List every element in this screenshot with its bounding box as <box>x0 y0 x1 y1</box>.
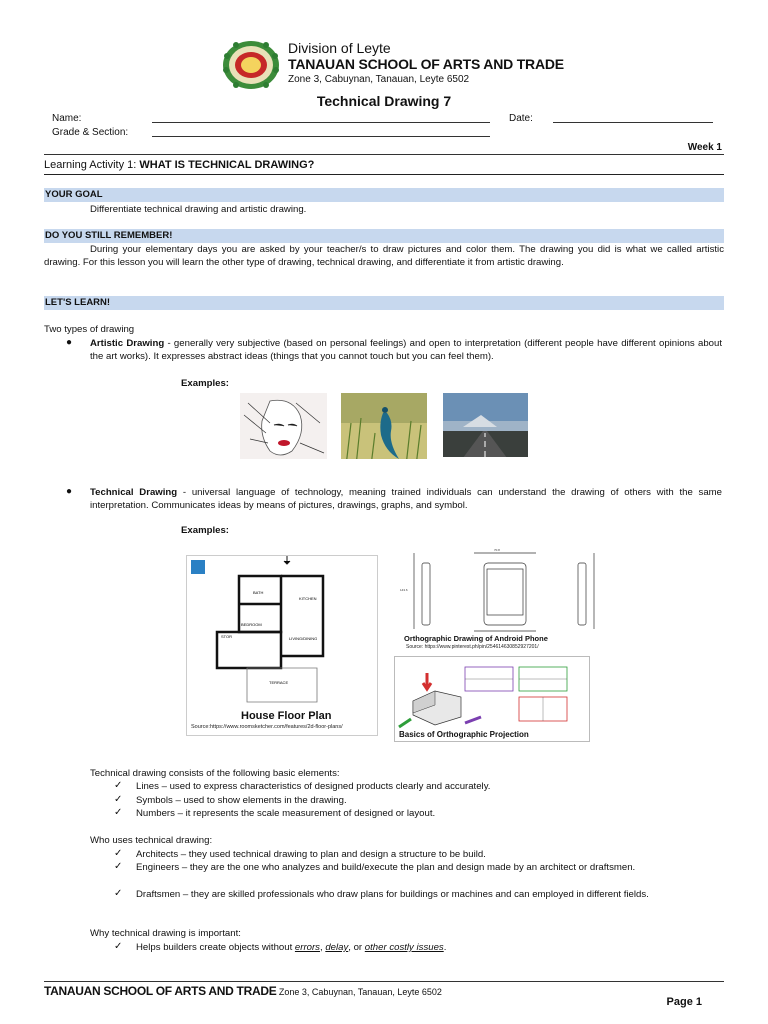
division-name: Division of Leyte <box>288 40 391 56</box>
footer-school <box>44 984 442 998</box>
importance-intro: Why technical drawing is important: <box>90 928 241 939</box>
importance-errors: errors <box>294 942 320 953</box>
technical-drawing-definition <box>90 486 722 513</box>
technical-examples-label: Examples: <box>181 525 229 536</box>
divider <box>44 154 724 155</box>
artistic-examples-label: Examples: <box>181 378 229 389</box>
users-intro: Who uses technical drawing: <box>90 835 213 846</box>
remember-text: During your elementary days you are asked by your teacher/s to draw pictures and color them. The drawing you did is what we called artistic drawing. For this lesson you will learn the other type of drawing, technical drawing, and differentiate it from artistic drawing. <box>44 244 724 269</box>
elements-intro: Technical drawing consists of the following basic elements: <box>90 768 340 779</box>
plan-label-living: LIVING/DINING <box>289 636 318 641</box>
svg-text:143.6: 143.6 <box>400 588 408 592</box>
ortho-phone-source: Source: https://www.pinterest.ph/pin/254614630852927201/ <box>406 644 539 650</box>
check-icon: ✓ <box>114 807 123 818</box>
peacock-photo-image <box>341 393 427 466</box>
importance-sep: , or <box>348 942 365 953</box>
goal-section-header: YOUR GOAL <box>44 188 724 202</box>
artistic-term: Artistic Drawing <box>90 338 165 349</box>
floor-plan-source: Source:https://www.roomsketcher.com/features/2d-floor-plans/ <box>191 724 343 730</box>
user-item-architects: Architects – they used technical drawing to plan and design a structure to be build. <box>136 849 486 860</box>
remember-section-header: DO YOU STILL REMEMBER! <box>44 229 724 243</box>
goal-text: Differentiate technical drawing and artistic drawing. <box>90 204 307 215</box>
element-item-symbols: Symbols – used to show elements in the drawing. <box>136 795 347 806</box>
school-address: Zone 3, Cabuynan, Tanauan, Leyte 6502 <box>288 74 470 85</box>
orthographic-projection-image <box>394 656 590 742</box>
activity-prefix: Learning Activity 1: <box>44 159 140 171</box>
date-field[interactable] <box>553 122 713 123</box>
user-item-engineers: Engineers – they are the one who analyzes and build/execute the plan and design made by an architect or draftsmen. <box>136 862 636 873</box>
footer-divider <box>44 981 724 982</box>
importance-sep: , <box>319 942 326 953</box>
orthographic-phone-image <box>394 541 616 653</box>
school-seal-logo <box>222 40 280 90</box>
date-label: Date: <box>509 113 533 124</box>
house-floor-plan-image <box>186 555 378 736</box>
check-icon: ✓ <box>114 861 123 872</box>
bullet-icon: ● <box>66 486 73 497</box>
check-icon: ✓ <box>114 848 123 859</box>
importance-lead: Helps builders create objects without <box>136 942 295 953</box>
bullet-icon: ● <box>66 337 73 348</box>
school-name: TANAUAN SCHOOL OF ARTS AND TRADE <box>288 56 564 72</box>
page-number: Page 1 <box>666 996 702 1008</box>
check-icon: ✓ <box>114 794 123 805</box>
drawing-types-intro: Two types of drawing <box>44 324 135 335</box>
grade-section-label: Grade & Section: <box>52 127 129 138</box>
footer-school-name: TANAUAN SCHOOL OF ARTS AND TRADE <box>44 984 277 998</box>
importance-end: . <box>443 942 447 953</box>
svg-text:70.8: 70.8 <box>494 548 500 552</box>
ortho-phone-title: Orthographic Drawing of Android Phone <box>404 634 548 643</box>
check-icon: ✓ <box>114 780 123 791</box>
artistic-text: - generally very subjective (based on personal feelings) and open to interpretation (different people have different opinions about the art works). It expresses abstract ideas (things that you cannot touch but you can feel them). <box>90 338 722 363</box>
plan-label-terrace: TERRACE <box>269 680 289 685</box>
user-item-draftsmen: Draftsmen – they are skilled professionals who draw plans for buildings or machines and can employed in different fields. <box>136 889 649 900</box>
element-item-numbers: Numbers – it represents the scale measurement of designed or layout. <box>136 808 436 819</box>
element-item-lines: Lines – used to express characteristics of designed products clearly and accurately. <box>136 781 491 792</box>
importance-item <box>136 941 446 954</box>
activity-title: WHAT IS TECHNICAL DRAWING? <box>139 159 315 171</box>
road-landscape-image <box>443 393 528 466</box>
artistic-drawing-definition <box>90 337 722 364</box>
technical-term: Technical Drawing <box>90 487 178 498</box>
grade-section-field[interactable] <box>152 136 490 137</box>
learn-section-header: LET'S LEARN! <box>44 296 724 310</box>
name-field[interactable] <box>152 122 490 123</box>
divider <box>44 174 724 175</box>
importance-delay: delay <box>325 942 349 953</box>
check-icon: ✓ <box>114 941 123 952</box>
ortho-basics-title: Basics of Orthographic Projection <box>399 730 529 739</box>
importance-costly: other costly issues <box>364 942 444 953</box>
floor-plan-title: House Floor Plan <box>241 710 332 722</box>
artistic-sketch-image <box>240 393 327 469</box>
plan-label-bath: BATH <box>253 590 264 595</box>
plan-label-kitchen: KITCHEN <box>299 596 317 601</box>
technical-text: - universal language of technology, meaning trained individuals can understand the drawing of others with the same interpretation. Communicates ideas by means of pictures, drawings, graphs, and symbol. <box>90 487 722 512</box>
check-icon: ✓ <box>114 888 123 899</box>
plan-label-bedroom: BEDROOM <box>241 622 262 627</box>
activity-heading <box>44 159 314 171</box>
footer-address: Zone 3, Cabuynan, Tanauan, Leyte 6502 <box>276 987 442 997</box>
name-label: Name: <box>52 113 82 124</box>
plan-label-stor: STOR <box>221 634 233 639</box>
letterhead <box>0 36 768 92</box>
week-label: Week 1 <box>687 142 722 153</box>
document-title: Technical Drawing 7 <box>316 93 452 109</box>
